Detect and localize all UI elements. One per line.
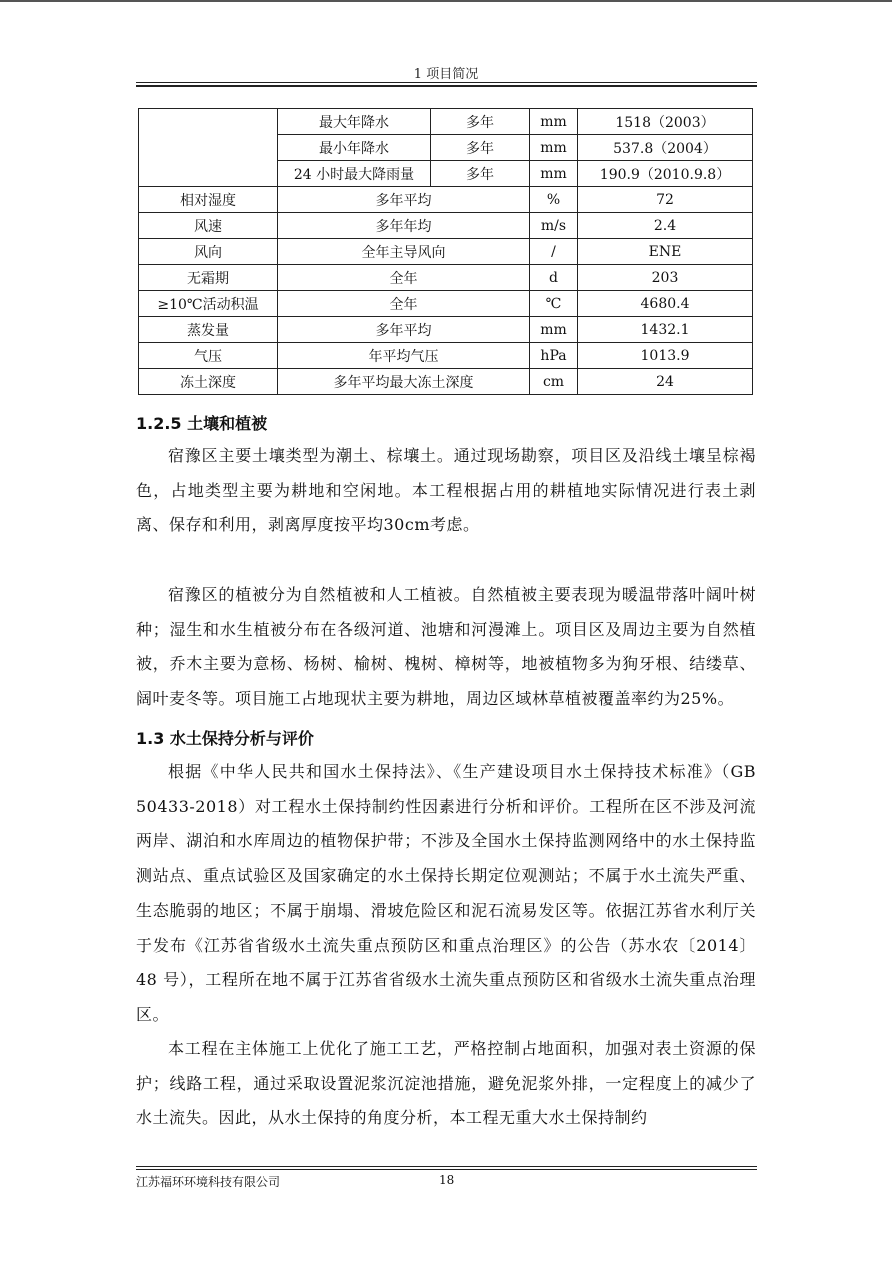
table-cell: mm: [530, 317, 578, 343]
footer-rule: [136, 1166, 757, 1167]
table-cell: 最小年降水: [278, 135, 431, 161]
table-cell: 全年: [278, 291, 530, 317]
table-row: [139, 265, 753, 291]
table-cell: m/s: [530, 213, 578, 239]
table-cell: 多年年均: [278, 213, 530, 239]
table-cell: 24 小时最大降雨量: [278, 161, 431, 187]
table-cell: 全年主导风向: [278, 239, 530, 265]
table-cell: mm: [530, 135, 578, 161]
table-cell: 多年平均最大冻土深度: [278, 369, 530, 395]
table-cell: 相对湿度: [139, 187, 278, 213]
table-cell: 2.4: [578, 213, 753, 239]
table-row: [139, 239, 753, 265]
table-cell: ℃: [530, 291, 578, 317]
table-cell: /: [530, 239, 578, 265]
table-cell: 190.9（2010.9.8）: [578, 161, 753, 187]
table-cell: 无霜期: [139, 265, 278, 291]
running-header: 1 项目简况: [413, 67, 479, 82]
table-cell: 冻土深度: [139, 369, 278, 395]
table-row: [139, 369, 753, 395]
section-heading-1-2-5: 1.2.5 土壤和植被: [136, 414, 268, 433]
footer-rule-second: [136, 1169, 757, 1170]
table-cell: cm: [530, 369, 578, 395]
table-row: [139, 187, 753, 213]
table-cell: 4680.4: [578, 291, 753, 317]
table-row: [139, 213, 753, 239]
table-cell: 多年: [431, 161, 530, 187]
table-cell: ≥10℃活动积温: [139, 291, 278, 317]
paragraph-vegetation: 宿豫区的植被分为自然植被和人工植被。自然植被主要表现为暖温带落叶阔叶树种；湿生和水生植被分布在各级河道、池塘和河漫滩上。项目区及周边主要为自然植被，乔木主要为意杨、杨树、榆树、槐树、樟树等，地被植物多为狗牙根、结缕草、阔叶麦冬等。项目施工占地现状主要为耕地，周边区域林草植被覆盖率约为25%。: [136, 585, 756, 709]
table-row: [139, 109, 753, 135]
table-cell: 1432.1: [578, 317, 753, 343]
table-cell: 多年平均: [278, 317, 530, 343]
table-cell: 72: [578, 187, 753, 213]
table-cell: 风速: [139, 213, 278, 239]
table-row: [139, 317, 753, 343]
table-cell-empty: [139, 109, 278, 187]
table-cell: 多年平均: [278, 187, 530, 213]
table-cell: 最大年降水: [278, 109, 431, 135]
table-cell: 1013.9: [578, 343, 753, 369]
header-rule-thick: [136, 85, 757, 87]
footer-company: 江苏福环环境科技有限公司: [136, 1175, 281, 1189]
table-cell: 年平均气压: [278, 343, 530, 369]
paragraph-soil: 宿豫区主要土壤类型为潮土、棕壤土。通过现场勘察，项目区及沿线土壤呈棕褐色，占地类型主要为耕地和空闲地。本工程根据占用的耕植地实际情况进行表土剥离、保存和利用，剥离厚度按平均30cm考虑。: [136, 446, 756, 535]
table-row: [139, 343, 753, 369]
table-cell: mm: [530, 161, 578, 187]
table-cell: mm: [530, 109, 578, 135]
table-cell: 多年: [431, 135, 530, 161]
table-row: [139, 291, 753, 317]
table-cell: 1518（2003）: [578, 109, 753, 135]
table-cell: d: [530, 265, 578, 291]
paragraph-analysis: 根据《中华人民共和国水土保持法》、《生产建设项目水土保持技术标准》（GB 50433-2018）对工程水土保持制约性因素进行分析和评价。工程所在区不涉及河流两岸、湖泊和水库周边的植物保护带；不涉及全国水土保持监测网络中的水土保持监测站点、重点试验区及国家确定的水土保持长期定位观测站；不属于水土流失严重、生态脆弱的地区；不属于崩塌、滑坡危险区和泥石流易发区等。依据江苏省水利厅关于发布《江苏省省级水土流失重点预防区和重点治理区》的公告（苏水农〔2014〕48 号），工程所在地不属于江苏省省级水土流失重点预防区和省级水土流失重点治理区。: [136, 762, 756, 1024]
table-cell: 气压: [139, 343, 278, 369]
table-cell: ENE: [578, 239, 753, 265]
table-cell: 全年: [278, 265, 530, 291]
table-cell: hPa: [530, 343, 578, 369]
table-cell: 风向: [139, 239, 278, 265]
page-number: 18: [439, 1173, 455, 1187]
climate-table: [138, 108, 753, 395]
paragraph-conclusion: 本工程在主体施工上优化了施工工艺，严格控制占地面积，加强对表土资源的保护；线路工程，通过采取设置泥浆沉淀池措施，避免泥浆外排，一定程度上的减少了水土流失。因此，从水土保持的角度分析，本工程无重大水土保持制约: [136, 1039, 756, 1128]
table-cell: 蒸发量: [139, 317, 278, 343]
table-cell: %: [530, 187, 578, 213]
table-cell: 537.8（2004）: [578, 135, 753, 161]
page-top-border: [0, 0, 892, 2]
header-rule: [136, 82, 757, 83]
table-cell: 203: [578, 265, 753, 291]
table-cell: 24: [578, 369, 753, 395]
section-heading-1-3: 1.3 水土保持分析与评价: [136, 729, 314, 748]
table-cell: 多年: [431, 109, 530, 135]
